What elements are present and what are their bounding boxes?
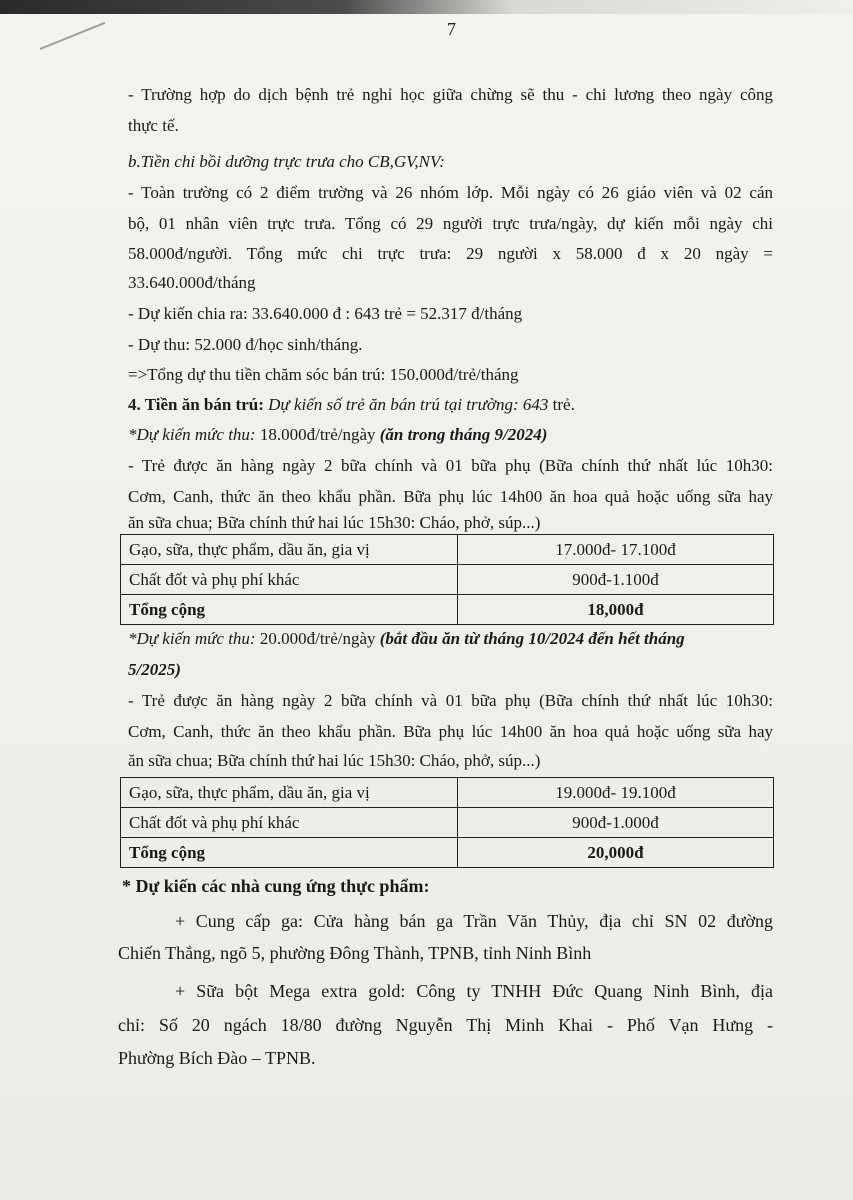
section-heading-4: [128, 394, 575, 416]
table-row: [121, 535, 774, 565]
paragraph-line: - Dự thu: 52.000 đ/học sinh/tháng.: [128, 335, 363, 354]
fee-period: (ăn trong tháng 9/2024): [379, 425, 548, 444]
supplier-line: + Sữa bột Mega extra gold: Công ty TNHH Đức Quang Ninh Bình, địa: [175, 981, 773, 1001]
cost-table-2: [120, 777, 774, 868]
table-cell-label: Gạo, sữa, thực phẩm, dầu ăn, gia vị: [121, 535, 458, 565]
table-row: [121, 808, 774, 838]
table-cell-value: 900đ-1.100đ: [458, 565, 774, 595]
heading-tail: trẻ.: [552, 395, 575, 414]
supplier-line: Chiến Thắng, ngõ 5, phường Đông Thành, TPNB, tỉnh Ninh Bình: [118, 943, 592, 963]
table-cell-value: 19.000đ- 19.100đ: [458, 778, 774, 808]
paragraph-line: - Trẻ được ăn hàng ngày 2 bữa chính và 01 bữa phụ (Bữa chính thứ nhất lúc 10h30:: [128, 456, 773, 475]
suppliers-heading: * Dự kiến các nhà cung ứng thực phẩm:: [122, 876, 430, 896]
paragraph-line: thực tế.: [128, 116, 179, 135]
paragraph-line: - Dự kiến chia ra: 33.640.000 đ : 643 trẻ = 52.317 đ/tháng: [128, 304, 523, 323]
table-cell-label: Gạo, sữa, thực phẩm, dầu ăn, gia vị: [121, 778, 458, 808]
paragraph-line: 33.640.000đ/tháng: [128, 273, 256, 292]
heading-label: 4. Tiền ăn bán trú:: [128, 395, 264, 414]
paragraph-line: ăn sữa chua; Bữa chính thứ hai lúc 15h30: Cháo, phở, súp...): [128, 513, 541, 532]
table-row: [121, 565, 774, 595]
fee-label: *Dự kiến mức thu:: [128, 425, 256, 444]
table-row-total: [121, 595, 774, 625]
table-cell-label: Tổng cộng: [121, 838, 458, 868]
fee-period: (bắt đầu ăn từ tháng 10/2024 đến hết tháng: [379, 629, 685, 648]
fee-line-2: [128, 628, 773, 650]
paragraph-line: bộ, 01 nhân viên trực trưa. Tổng có 29 người trực trưa/ngày, dự kiến mỗi ngày chi: [128, 214, 773, 233]
cost-table-1: [120, 534, 774, 625]
paragraph-line: Cơm, Canh, thức ăn theo khẩu phần. Bữa phụ lúc 14h00 ăn hoa quả hoặc uống sữa hay: [128, 722, 773, 741]
table-cell-value: 18,000đ: [458, 595, 774, 625]
table-cell-value: 20,000đ: [458, 838, 774, 868]
fee-period-cont: 5/2025): [128, 660, 181, 679]
table-cell-label: Chất đốt và phụ phí khác: [121, 808, 458, 838]
paragraph-line: ăn sữa chua; Bữa chính thứ hai lúc 15h30: Cháo, phở, súp...): [128, 751, 541, 770]
paragraph-line: Cơm, Canh, thức ăn theo khẩu phần. Bữa phụ lúc 14h00 ăn hoa quả hoặc uống sữa hay: [128, 487, 773, 506]
supplier-line: Phường Bích Đào – TPNB.: [118, 1048, 316, 1068]
fee-label: *Dự kiến mức thu:: [128, 629, 256, 648]
fee-line-1: [128, 424, 547, 446]
page-number: 7: [447, 19, 456, 39]
fee-value: 18.000đ/trẻ/ngày: [259, 425, 376, 444]
table-row: [121, 778, 774, 808]
paragraph-line: - Trường hợp do dịch bệnh trẻ nghỉ học giữa chừng sẽ thu - chi lương theo ngày công: [128, 85, 773, 104]
table-cell-value: 900đ-1.000đ: [458, 808, 774, 838]
supplier-line: + Cung cấp ga: Cửa hàng bán ga Trần Văn Thủy, địa chỉ SN 02 đường: [175, 911, 773, 931]
paragraph-line: =>Tổng dự thu tiền chăm sóc bán trú: 150.000đ/trẻ/tháng: [128, 365, 519, 384]
paragraph-line: 58.000đ/người. Tổng mức chi trực trưa: 29 người x 58.000 đ x 20 ngày =: [128, 244, 773, 263]
table-cell-value: 17.000đ- 17.100đ: [458, 535, 774, 565]
paragraph-line: - Toàn trường có 2 điểm trường và 26 nhóm lớp. Mỗi ngày có 26 giáo viên và 02 cán: [128, 183, 773, 202]
table-cell-label: Chất đốt và phụ phí khác: [121, 565, 458, 595]
paragraph-line: - Trẻ được ăn hàng ngày 2 bữa chính và 01 bữa phụ (Bữa chính thứ nhất lúc 10h30:: [128, 691, 773, 710]
supplier-line: chỉ: Số 20 ngách 18/80 đường Nguyễn Thị Minh Khai - Phố Vạn Hưng -: [118, 1015, 773, 1035]
section-heading-b: b.Tiền chi bồi dưỡng trực trưa cho CB,GV,NV:: [128, 152, 445, 171]
heading-note: Dự kiến số trẻ ăn bán trú tại trường: 643: [268, 395, 549, 414]
table-cell-label: Tổng cộng: [121, 595, 458, 625]
fee-value: 20.000đ/trẻ/ngày: [259, 629, 376, 648]
table-row-total: [121, 838, 774, 868]
